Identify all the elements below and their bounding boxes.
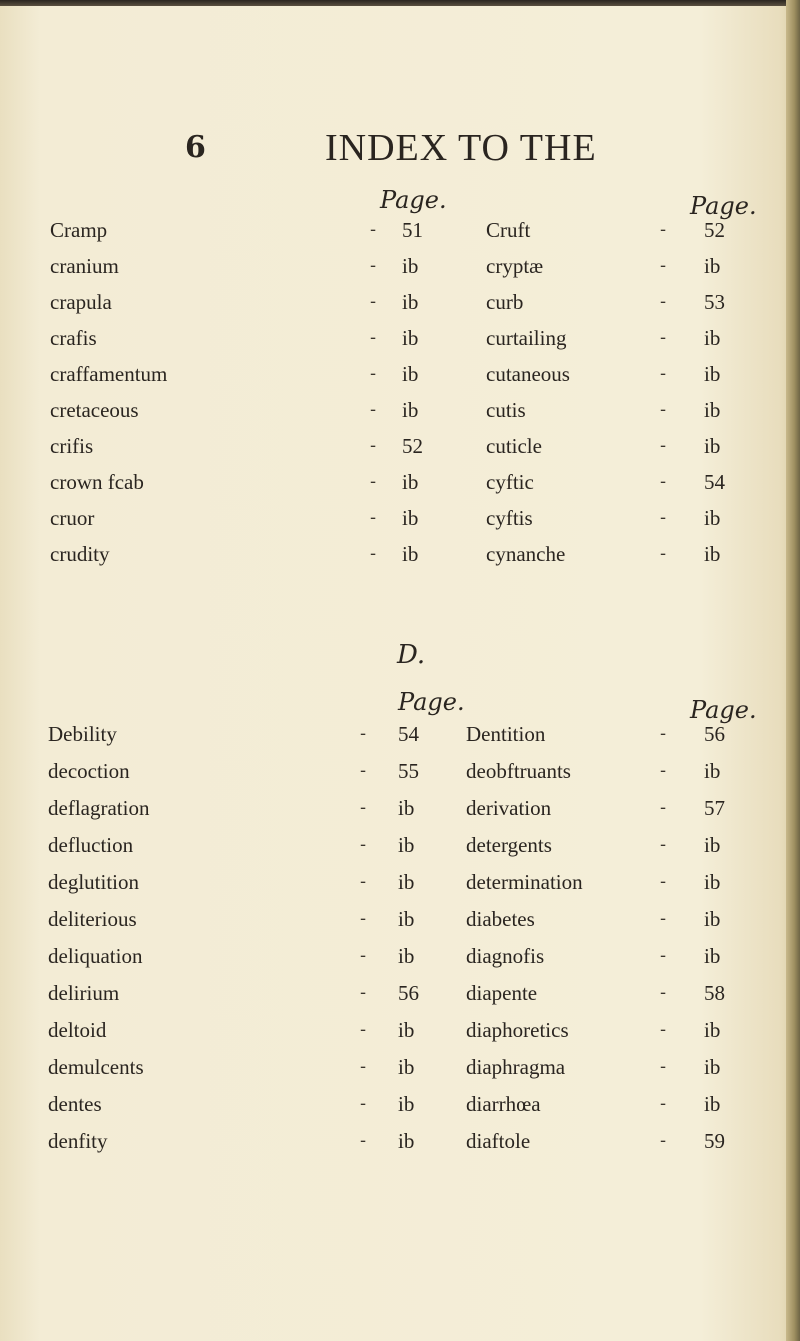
leader-dash: - (660, 291, 667, 312)
page-reference: 54 (398, 722, 419, 746)
index-term: demulcents (48, 1055, 144, 1079)
index-term: crown fcab (50, 470, 144, 494)
leader-dash: - (360, 797, 367, 818)
page-reference: ib (402, 254, 419, 278)
page-reference: ib (704, 506, 721, 530)
index-term: diaphoretics (466, 1018, 569, 1042)
page-reference: 51 (402, 218, 423, 242)
leader-dash: - (370, 435, 377, 456)
leader-dash: - (660, 327, 667, 348)
page-reference: ib (704, 398, 721, 422)
leader-dash: - (360, 760, 367, 781)
leader-dash: - (360, 1093, 367, 1114)
left-column-page-label: Page. (380, 186, 447, 214)
leader-dash: - (660, 1019, 667, 1040)
page-reference: ib (398, 1055, 415, 1079)
index-term: Cruft (486, 218, 531, 242)
index-term: denfity (48, 1129, 108, 1153)
left-column-page-label: Page. (398, 688, 465, 716)
page-reference: ib (704, 254, 721, 278)
leader-dash: - (660, 945, 667, 966)
page-reference: ib (402, 542, 419, 566)
index-term: cuticle (486, 434, 542, 458)
page-reference: ib (402, 326, 419, 350)
leader-dash: - (660, 399, 667, 420)
leader-dash: - (370, 291, 377, 312)
index-term: craffamentum (50, 362, 168, 386)
page-reference: ib (704, 1018, 721, 1042)
page-number: 6 (185, 130, 206, 165)
page-title: INDEX TO THE (325, 127, 597, 169)
page-header (0, 118, 800, 178)
leader-dash: - (370, 363, 377, 384)
index-term: cyftic (486, 470, 534, 494)
page-reference: ib (398, 1129, 415, 1153)
page-reference: 52 (402, 434, 423, 458)
index-term: deglutition (48, 870, 139, 894)
leader-dash: - (360, 945, 367, 966)
leader-dash: - (360, 982, 367, 1003)
index-term: deliterious (48, 907, 137, 931)
index-term: crapula (50, 290, 112, 314)
leader-dash: - (660, 1093, 667, 1114)
leader-dash: - (660, 471, 667, 492)
page-right-edge (786, 0, 800, 1341)
page-reference: ib (402, 290, 419, 314)
index-term: decoction (48, 759, 130, 783)
leader-dash: - (370, 507, 377, 528)
index-term: diapente (466, 981, 538, 1005)
index-term: diaphragma (466, 1055, 566, 1079)
page-reference: 52 (704, 218, 725, 242)
page-reference: 55 (398, 759, 419, 783)
index-term: diagnofis (466, 944, 545, 968)
page-reference: 56 (398, 981, 419, 1005)
section-letter: D. (397, 640, 426, 670)
page-reference: ib (704, 362, 721, 386)
index-term: cyftis (486, 506, 533, 530)
page-reference: ib (398, 796, 415, 820)
leader-dash: - (660, 723, 667, 744)
index-term: Debility (48, 722, 117, 746)
page-reference: ib (398, 1092, 415, 1116)
page-top-edge (0, 0, 800, 6)
page-reference: ib (398, 907, 415, 931)
index-term: cutaneous (486, 362, 570, 386)
leader-dash: - (660, 797, 667, 818)
leader-dash: - (370, 543, 377, 564)
leader-dash: - (370, 327, 377, 348)
page-reference: ib (398, 870, 415, 894)
index-term: cruor (50, 506, 95, 530)
page-reference: 58 (704, 981, 725, 1005)
index-term: deltoid (48, 1018, 107, 1042)
page-reference: ib (398, 944, 415, 968)
page-reference: 59 (704, 1129, 725, 1153)
leader-dash: - (370, 255, 377, 276)
leader-dash: - (660, 363, 667, 384)
index-term: crifis (50, 434, 94, 458)
index-term: crafis (50, 326, 97, 350)
leader-dash: - (360, 908, 367, 929)
index-term: cynanche (486, 542, 566, 566)
index-term: Cramp (50, 218, 108, 242)
leader-dash: - (660, 760, 667, 781)
page-reference: ib (402, 362, 419, 386)
leader-dash: - (660, 834, 667, 855)
page-reference: ib (704, 759, 721, 783)
page-reference: ib (704, 907, 721, 931)
page-reference: ib (704, 870, 721, 894)
index-term: defluction (48, 833, 134, 857)
page-reference: ib (704, 1055, 721, 1079)
leader-dash: - (370, 471, 377, 492)
leader-dash: - (360, 1056, 367, 1077)
index-term: detergents (466, 833, 552, 857)
index-term: diabetes (466, 907, 535, 931)
index-term: curb (486, 290, 524, 314)
leader-dash: - (370, 219, 377, 240)
page-reference: ib (704, 326, 721, 350)
page-reference: ib (704, 833, 721, 857)
page-reference: 54 (704, 470, 725, 494)
index-term: diaftole (466, 1129, 531, 1153)
index-term: curtailing (486, 326, 567, 350)
page-reference: ib (398, 833, 415, 857)
page-reference: ib (704, 1092, 721, 1116)
index-term: crudity (50, 542, 110, 566)
page-reference: ib (402, 470, 419, 494)
index-term: derivation (466, 796, 552, 820)
index-term: deliquation (48, 944, 143, 968)
leader-dash: - (360, 723, 367, 744)
leader-dash: - (660, 543, 667, 564)
leader-dash: - (660, 255, 667, 276)
leader-dash: - (660, 507, 667, 528)
leader-dash: - (660, 982, 667, 1003)
leader-dash: - (360, 834, 367, 855)
index-term: dentes (48, 1092, 102, 1116)
index-term: deflagration (48, 796, 150, 820)
index-term: delirium (48, 981, 120, 1005)
page-reference: ib (704, 542, 721, 566)
page-reference: ib (398, 1018, 415, 1042)
page-reference: 53 (704, 290, 725, 314)
leader-dash: - (660, 1056, 667, 1077)
index-term: cryptæ (486, 254, 544, 278)
page-reference: ib (402, 506, 419, 530)
page-reference: 56 (704, 722, 725, 746)
page-reference: 57 (704, 796, 725, 820)
right-column-page-label: Page. (690, 696, 757, 724)
page-reference: ib (402, 398, 419, 422)
page-reference: ib (704, 944, 721, 968)
leader-dash: - (360, 871, 367, 892)
leader-dash: - (660, 871, 667, 892)
index-term: Dentition (466, 722, 546, 746)
index-term: deobftruants (466, 759, 571, 783)
leader-dash: - (660, 435, 667, 456)
leader-dash: - (660, 219, 667, 240)
index-term: diarrhœa (466, 1092, 541, 1116)
right-column-page-label: Page. (690, 192, 757, 220)
index-term: cretaceous (50, 398, 139, 422)
leader-dash: - (660, 1130, 667, 1151)
leader-dash: - (360, 1019, 367, 1040)
page-reference: ib (704, 434, 721, 458)
leader-dash: - (360, 1130, 367, 1151)
index-term: cutis (486, 398, 526, 422)
index-term: determination (466, 870, 583, 894)
index-term: cranium (50, 254, 119, 278)
leader-dash: - (660, 908, 667, 929)
leader-dash: - (370, 399, 377, 420)
